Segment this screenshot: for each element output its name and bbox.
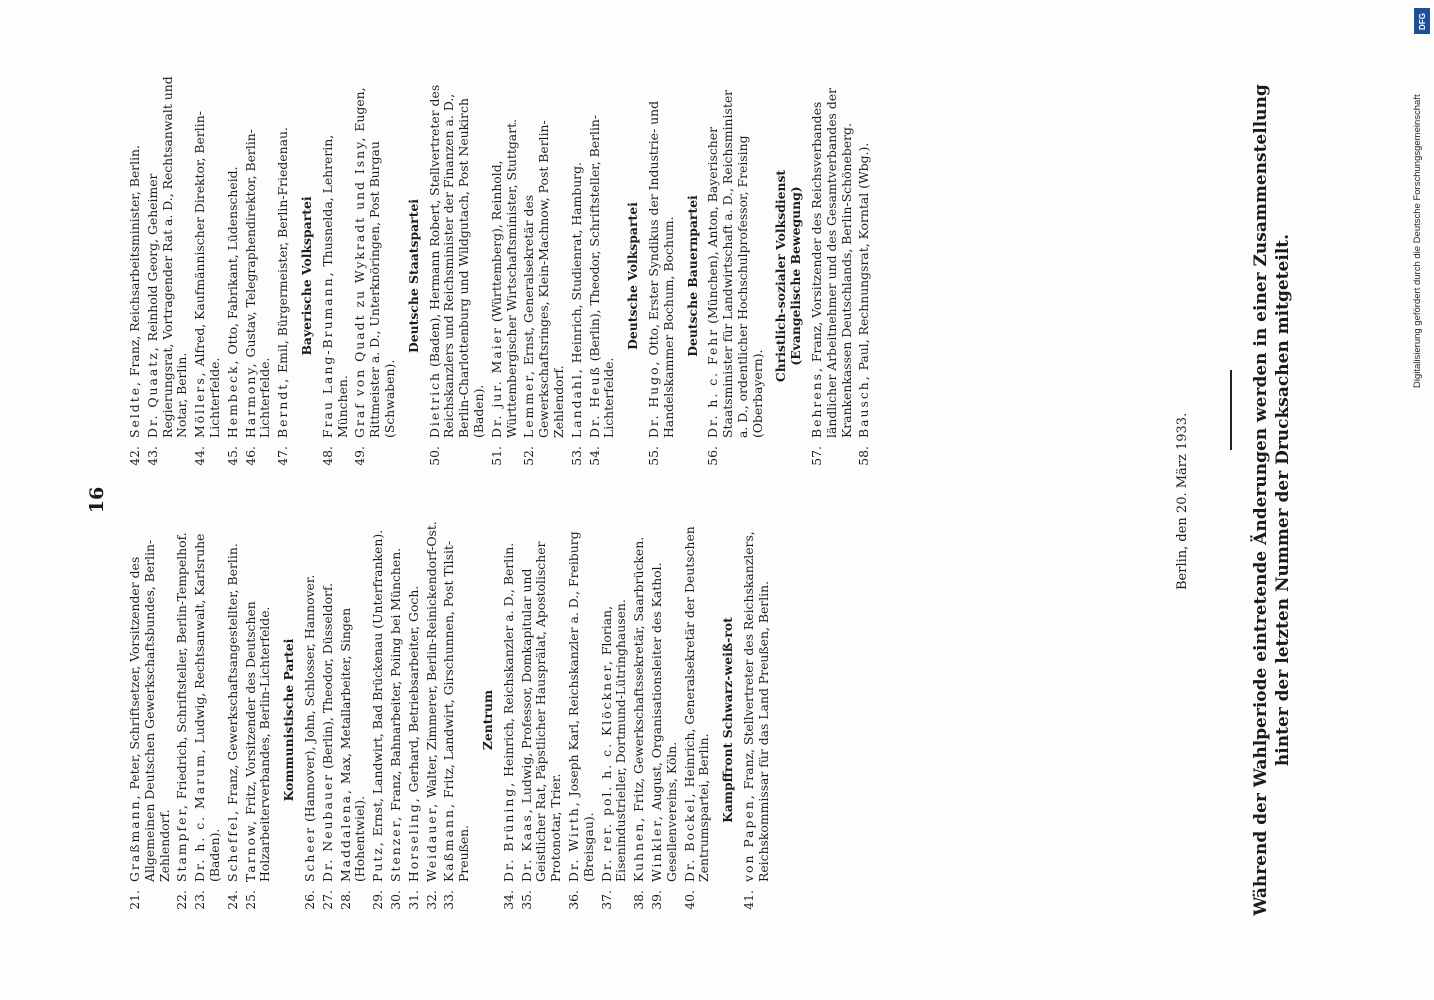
member-name: Graßmann, (127, 793, 142, 882)
party-heading-label: Kommunistische Partei (281, 638, 297, 802)
member-name: Dr. Quaatz, (144, 345, 160, 438)
party-heading-label: Deutsche Bauernpartei (684, 195, 700, 357)
entry-number: 40. (681, 890, 697, 910)
member-details: Franz, Stellvertreter des Reichskanzlers, Reichskommissar für das Land Preußen, Berlin. (740, 531, 771, 882)
entry-number: 28. (337, 890, 353, 910)
party-heading-label: Deutsche Volkspartei (625, 202, 641, 350)
member-name: Hembeck, (224, 358, 240, 438)
member-details: Reinhold Georg, Geheimer Regierungsrat, Vortragender Rat a. D., Rechtsanwalt und Notar, Berlin. (144, 76, 190, 438)
member-entry (742, 520, 772, 920)
member-details: Ernst, Landwirt, Bad Brückenau (Unterfranken). (370, 529, 386, 841)
member-entry (520, 520, 564, 920)
member-details: Max, Metallarbeiter, Singen (Hohentwiel). (337, 607, 368, 882)
entry-number: 58. (856, 446, 872, 466)
member-name: Scheer (301, 826, 317, 882)
member-entry (442, 520, 472, 920)
member-details: (Baden), Hermann Robert, Stellvertreter des Reichskanzlers und Reichsminister der Finanzen a. D., Berlin-Charlottenburg und Wildgutach, Post Neukirch (Baden). (426, 84, 486, 438)
member-entry (193, 520, 223, 920)
member-name: Seldte, (127, 380, 142, 438)
member-name: Dr. Heuß (586, 365, 602, 438)
member-details: Ernst, Generalsekretär des Gewerkschaftsringes, Klein-Machnow, Post Berlin-Zehlendorf. (521, 120, 566, 438)
digitization-note-text: Digitalisierung gefördert durch die Deutsche Forschungsgemeinschaft (1412, 94, 1423, 388)
member-entry (522, 76, 566, 476)
member-name: Winkler, (648, 814, 664, 882)
member-entry (303, 520, 318, 920)
entry-number: 29. (370, 890, 386, 910)
member-name: Scheffel, (224, 808, 240, 882)
member-details: Thusnelda, Lehrerin, München. (319, 134, 350, 438)
member-entry (128, 520, 172, 920)
entry-number: 30. (387, 890, 403, 910)
member-entry (389, 520, 404, 920)
member-name: Horseling, (405, 796, 421, 882)
member-name: Landahl, (568, 367, 584, 438)
member-entry (857, 76, 872, 476)
member-entry (588, 76, 618, 476)
party-heading (481, 520, 496, 920)
member-name: Putz, (370, 840, 386, 882)
member-details: Peter, Schriftsetzer, Vorsitzender des Allgemeinen Deutschen Gewerkschaftsbundes, Berlin-Zehlendorf. (127, 539, 172, 882)
member-entry (339, 520, 369, 920)
member-details: Alfred, Kaufmännischer Direktor, Berlin-Lichterfelde. (192, 111, 222, 438)
member-name: Dr. Wirth, (565, 800, 581, 882)
entry-number: 52. (521, 446, 537, 466)
member-entry (321, 76, 351, 476)
entry-number: 21. (127, 890, 142, 910)
member-details: August, Organisationsleiter des Kathol. Gesellenvereins, Köln. (648, 562, 679, 882)
entry-number: 37. (598, 890, 614, 910)
member-entry (321, 520, 336, 920)
member-name: Stenzer, (387, 814, 403, 882)
member-name: Maddalena, (337, 788, 353, 882)
party-heading-label: Kampffront Schwarz-weiß-rot (720, 617, 736, 823)
member-name: Dr. Neubauer (319, 772, 335, 882)
party-heading (626, 76, 641, 476)
member-name: Weidauer, (423, 801, 439, 882)
entry-number: 42. (127, 446, 142, 466)
member-entry (425, 520, 440, 920)
member-entry (175, 520, 190, 920)
member-entry (632, 520, 647, 920)
entry-number: 53. (568, 446, 584, 466)
entry-number: 38. (631, 890, 647, 910)
entry-number: 32. (423, 890, 439, 910)
member-details: Emil, Bürgermeister, Berlin-Friedenau. (275, 127, 291, 377)
member-entry (428, 76, 487, 476)
separator-rule (1230, 370, 1232, 450)
member-details: Gerhard, Betriebsarbeiter, Goch. (405, 585, 421, 797)
notice-text: Während der Wahlperiode eintretende Änderungen werden in einer Zusammenstellung hinter der letzten Nummer der Drucksachen mitgeteilt. (1251, 84, 1293, 916)
entry-number: 26. (301, 890, 317, 910)
member-name: Graf von Quadt zu Wykradt und Isny, (352, 135, 368, 438)
entry-number: 25. (242, 890, 258, 910)
entry-number: 51. (488, 446, 504, 466)
member-name: Dr. jur. Maier (488, 326, 504, 438)
member-details: Paul, Rechnungsrat, Korntal (Wbg.). (856, 142, 872, 375)
entry-number: 44. (192, 446, 208, 466)
member-name: Dr. Bockel, (681, 791, 697, 882)
member-details: Florian, Eisenindustrieller, Dortmund-Lütringhausen. (598, 599, 629, 882)
member-entry (353, 76, 397, 476)
member-entry (226, 520, 241, 920)
party-heading (300, 76, 315, 476)
party-heading-label: Zentrum (479, 689, 495, 751)
member-entry (371, 520, 386, 920)
member-entry (244, 520, 274, 920)
entry-number: 36. (565, 890, 581, 910)
entry-number: 45. (224, 446, 240, 466)
member-entry (567, 520, 597, 920)
member-details: Ludwig, Professor, Domkapitular und Geistlicher Rat, Päpstlicher Hausprälat, Apostolischer Protonotar, Trier. (518, 541, 564, 882)
member-name: Kaßmann, (441, 802, 457, 882)
entry-number: 23. (192, 890, 208, 910)
member-name: Dr. h. c. Fehr (705, 327, 721, 438)
member-name: Bausch, (856, 374, 872, 438)
party-heading (721, 520, 736, 920)
party-heading (282, 520, 297, 920)
member-details: (Berlin), Theodor, Düsseldorf. (319, 582, 335, 773)
member-name: Dietrich (426, 370, 442, 438)
entry-number: 54. (586, 446, 602, 466)
party-heading-label: Bayerische Volkspartei (298, 196, 314, 356)
member-entry (193, 76, 223, 476)
member-details: (Berlin), Theodor, Schriftsteller, Berlin-Lichterfelde. (586, 114, 617, 438)
member-name: Dr. Brüning, (500, 780, 516, 882)
member-entry (600, 520, 630, 920)
left-column (128, 520, 774, 920)
member-entry (226, 76, 241, 476)
entry-number: 27. (319, 890, 335, 910)
entry-number: 49. (352, 446, 368, 466)
member-details: Otto, Fabrikant, Lüdenscheid. (224, 166, 240, 359)
member-entry (647, 76, 677, 476)
member-entry (146, 76, 190, 476)
member-entry (650, 520, 680, 920)
member-entry (570, 76, 585, 476)
member-details: Franz, Gewerkschaftsangestellter, Berlin. (224, 543, 240, 809)
member-name: Kuhnen, (631, 815, 647, 882)
member-entry (128, 76, 143, 476)
member-name: Dr. rer. pol. h. c. Klöckner, (598, 659, 614, 882)
party-heading-label: Deutsche Staatspartei (405, 198, 421, 354)
date-line: Berlin, den 20. März 1933. (1175, 412, 1190, 590)
party-heading (774, 76, 804, 476)
member-details: Walter, Zimmerer, Berlin-Reinickendorf-Ost. (423, 521, 439, 802)
member-name: Harmony, (242, 361, 258, 438)
page-number: 16 (86, 486, 108, 514)
entry-number: 35. (518, 890, 534, 910)
member-entry (502, 520, 517, 920)
digitization-note (1404, 0, 1432, 1000)
member-name: von Papen, (740, 793, 756, 882)
right-column (128, 76, 875, 476)
entry-number: 33. (441, 890, 457, 910)
entry-number: 31. (405, 890, 421, 910)
member-name: Dr. Kaas, (518, 807, 534, 882)
entry-number: 47. (275, 446, 291, 466)
entry-number: 46. (242, 446, 258, 466)
member-entry (683, 520, 713, 920)
member-details: Franz, Reichsarbeitsminister, Berlin. (127, 145, 142, 381)
entry-number: 57. (809, 446, 825, 466)
member-details: Franz, Bahnarbeiter, Poiing bei München. (387, 547, 403, 815)
member-details: Otto, Erster Syndikus der Industrie- und Handelskammer Bochum, Bochum. (645, 100, 676, 438)
member-details: Joseph Karl, Reichskanzler a. D., Freiburg (Breisgau). (565, 531, 596, 882)
member-name: Dr. Hugo, (645, 359, 661, 438)
member-details: Heinrich, Generalsekretär der Deutschen Zentrumspartei, Berlin. (681, 526, 712, 882)
member-entry (706, 76, 765, 476)
member-details: (Hannover), John, Schlosser, Hannover. (301, 574, 317, 826)
member-entry (810, 76, 854, 476)
entry-number: 34. (500, 890, 516, 910)
entry-number: 24. (224, 890, 240, 910)
party-heading-label: Christlich-sozialer Volksdienst (773, 169, 789, 383)
party-heading (686, 76, 701, 476)
entry-number: 56. (705, 446, 721, 466)
entry-number: 48. (319, 446, 335, 466)
member-details: Gustav, Telegraphendirektor, Berlin-Lichterfelde. (242, 129, 273, 438)
member-details: Eugen, Rittmeister a. D., Unterknöringen, Post Burgau (Schwaben). (352, 87, 397, 438)
member-details: Franz, Vorsitzender des Reichsverbandes ländlicher Arbeitnehmer und des Gesamtverbandes der Krankenkassen Deutschlands, Berlin-Schöneberg. (809, 87, 854, 438)
member-entry (244, 76, 274, 476)
member-entry (490, 76, 520, 476)
member-details: Heinrich, Studienrat, Hamburg. (568, 162, 584, 368)
party-heading-sub: (Evangelische Bewegung) (788, 186, 804, 366)
member-details: Ludwig, Rechtsanwalt, Karlsruhe (Baden). (192, 533, 222, 882)
member-details: Fritz, Landwirt, Girschunnen, Post Tilsit-Preußen. (441, 540, 472, 882)
member-entry (407, 520, 422, 920)
member-name: Tarnow, (242, 818, 258, 882)
member-details: Friedrich, Schriftsteller, Berlin-Tempelhof. (174, 532, 190, 804)
member-name: Frau Lang-Brumann, (319, 270, 335, 438)
entry-number: 43. (144, 446, 160, 466)
entry-number: 22. (174, 890, 190, 910)
member-name: Berndt, (275, 376, 291, 438)
member-name: Lemmer, (521, 369, 537, 438)
entry-number: 55. (645, 446, 661, 466)
member-entry (276, 76, 291, 476)
dfg-logo: DFG (1414, 8, 1430, 34)
entry-number: 50. (426, 446, 442, 466)
member-details: Fritz, Vorsitzender des Deutschen Holzarbeiterverbandes, Berlin-Lichterfelde. (242, 601, 273, 882)
entry-number: 39. (648, 890, 664, 910)
member-details: (Württemberg), Reinhold, Württembergischer Wirtschaftsminister, Stuttgart. (488, 118, 519, 438)
member-name: Dr. h. c. Marum, (192, 747, 208, 882)
footer (1175, 80, 1232, 920)
entry-number: 41. (740, 890, 756, 910)
member-details: Heinrich, Reichskanzler a. D., Berlin. (500, 542, 516, 781)
member-name: Stampfer, (174, 803, 190, 882)
member-details: (München), Anton, Bayerischer Staatsminister für Landwirtschaft a. D., Reichsminister a. D., ordentlicher Hochschulprofessor, Freising (Oberbayern). (705, 89, 765, 438)
party-heading (407, 76, 422, 476)
member-name: Möllers, (192, 370, 208, 438)
member-details: Fritz, Gewerkschaftssekretär, Saarbrücken. (631, 536, 647, 816)
member-name: Behrens, (809, 366, 825, 438)
